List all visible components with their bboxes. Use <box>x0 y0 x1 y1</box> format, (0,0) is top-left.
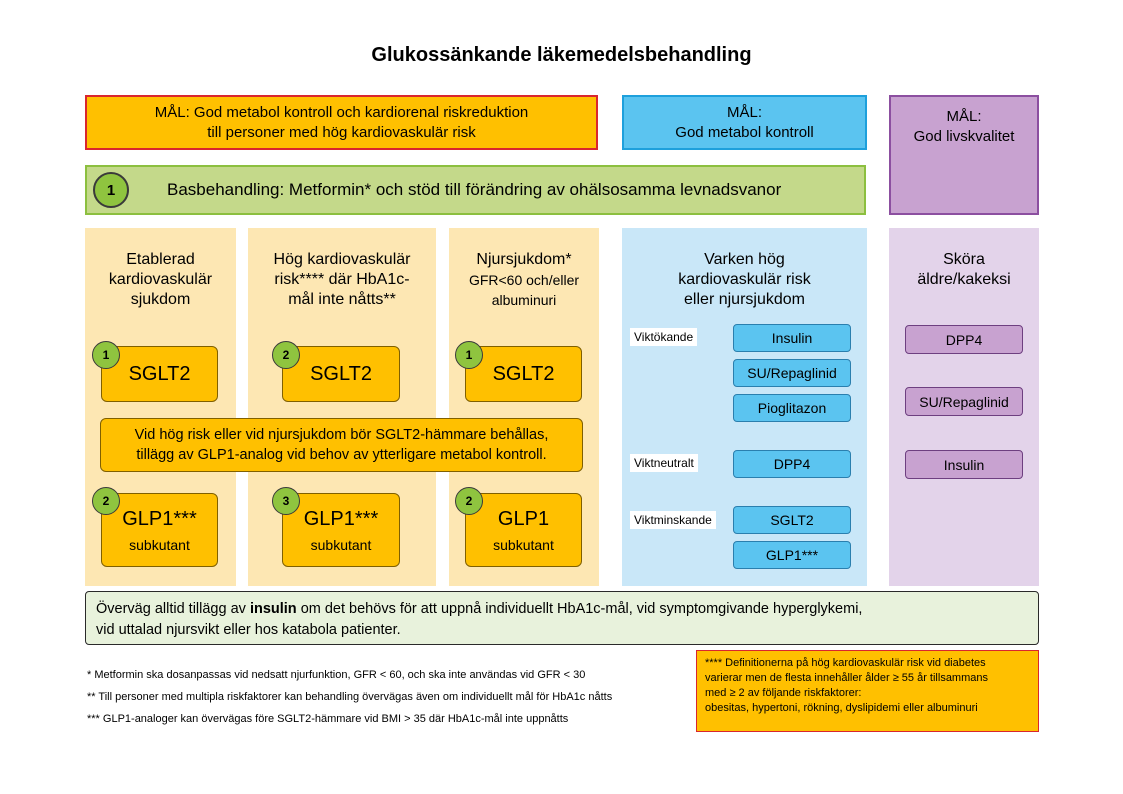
drug-label: GLP1*** <box>122 507 197 530</box>
heading-line: GFR<60 och/eller <box>468 272 580 288</box>
footnote: * Metformin ska dosanpassas vid nedsatt njurfunktion, GFR < 60, och ska inte användas vid GFR < 30 <box>87 669 586 681</box>
column-heading <box>889 250 1039 290</box>
note-text: Överväg alltid tillägg av <box>96 601 250 617</box>
note-emphasis: insulin <box>249 601 297 617</box>
footnote: ** Till personer med multipla riskfaktorer kan behandling övervägas även om individuellt mål för HbA1c nåtts <box>87 691 613 703</box>
weight-category-label: Viktneutralt <box>630 454 698 472</box>
goal-metabolic-line2: God metabol kontroll <box>675 123 814 141</box>
column-heading <box>622 250 867 310</box>
drug-box-glp1 <box>282 493 400 567</box>
insulin-note-line1 <box>96 599 1028 620</box>
goal-metabolic-line1: MÅL: <box>726 103 762 121</box>
goal-cardiorenal <box>85 95 598 150</box>
step-badge: 1 <box>93 172 129 208</box>
heading-line: kardiovaskulär <box>108 271 213 288</box>
goal-quality-line2: God livskvalitet <box>913 128 1015 145</box>
drug-label: GLP1 <box>497 507 550 530</box>
goal-metabolic <box>622 95 867 150</box>
note-line: tillägg av GLP1-analog vid behov av ytterligare metabol kontroll. <box>136 447 547 463</box>
column-heading <box>248 250 436 310</box>
column-heading <box>449 250 599 310</box>
goal-cardiorenal-line2: till personer med hög kardiovaskulär risk <box>207 123 476 141</box>
column-heading <box>85 250 236 310</box>
definition-line: med ≥ 2 av följande riskfaktorer: <box>705 687 862 699</box>
weight-category-label: Viktökande <box>630 328 697 346</box>
priority-badge: 2 <box>455 487 483 515</box>
priority-badge: 1 <box>92 341 120 369</box>
heading-line: Varken hög <box>704 251 785 268</box>
drug-insulin: Insulin <box>733 324 851 352</box>
drug-su-repaglinid: SU/Repaglinid <box>733 359 851 387</box>
note-text: om det behövs för att uppnå individuellt HbA1c-mål, vid symptomgivande hyperglykemi, <box>296 601 863 617</box>
heading-line: mål inte nåtts** <box>288 291 396 308</box>
insulin-note <box>85 591 1039 645</box>
heading-line: sjukdom <box>130 291 191 308</box>
heading-line: risk**** där HbA1c- <box>274 271 410 288</box>
drug-label: GLP1*** <box>303 507 379 530</box>
drug-dpp4: DPP4 <box>905 325 1023 354</box>
priority-badge: 2 <box>272 341 300 369</box>
priority-badge: 1 <box>455 341 483 369</box>
weight-category-label: Viktminskande <box>630 511 716 529</box>
drug-route: subkutant <box>129 536 190 553</box>
drug-route: subkutant <box>310 536 372 553</box>
goal-quality-of-life <box>889 95 1039 215</box>
page-title: Glukossänkande läkemedelsbehandling <box>371 44 752 66</box>
definition-line: varierar men de flesta innehåller ålder ≥ 55 år tillsammans <box>705 672 988 684</box>
drug-label: SGLT2 <box>492 362 555 385</box>
heading-line: albuminuri <box>491 292 557 308</box>
definition-line: **** Definitionerna på hög kardiovaskulär risk vid diabetes <box>705 657 986 669</box>
drug-sglt2: SGLT2 <box>733 506 851 534</box>
heading-line: äldre/kakeksi <box>917 271 1011 288</box>
heading-line: Etablerad <box>126 251 195 268</box>
drug-label: SGLT2 <box>310 362 372 385</box>
heading-line: Hög kardiovaskulär <box>273 251 411 268</box>
base-treatment-label: Basbehandling: Metformin* och stöd till förändring av ohälsosamma levnadsvanor <box>167 180 782 199</box>
base-treatment <box>85 165 866 215</box>
drug-route: subkutant <box>493 536 554 553</box>
drug-dpp4: DPP4 <box>733 450 851 478</box>
drug-label: SGLT2 <box>128 362 191 385</box>
drug-su-repaglinid: SU/Repaglinid <box>905 387 1023 416</box>
definition-line: obesitas, hypertoni, rökning, dyslipidemi eller albuminuri <box>705 702 978 714</box>
drug-insulin: Insulin <box>905 450 1023 479</box>
risk-definition-note <box>696 650 1039 732</box>
priority-badge: 3 <box>272 487 300 515</box>
goal-cardiorenal-line1: MÅL: God metabol kontroll och kardiorenal riskreduktion <box>154 103 529 121</box>
heading-line: eller njursjukdom <box>684 291 805 308</box>
priority-badge: 2 <box>92 487 120 515</box>
insulin-note-line2: vid uttalad njursvikt eller hos katabola patienter. <box>96 622 401 638</box>
footnote: *** GLP1-analoger kan övervägas före SGLT2-hämmare vid BMI > 35 där HbA1c-mål inte uppnåtts <box>87 713 569 725</box>
sglt2-retention-note <box>100 418 583 472</box>
drug-glp1: GLP1*** <box>733 541 851 569</box>
goal-quality-line1: MÅL: <box>946 108 982 125</box>
heading-line: kardiovaskulär risk <box>678 271 811 288</box>
drug-pioglitazon: Pioglitazon <box>733 394 851 422</box>
footnotes <box>87 664 687 730</box>
heading-line: Njursjukdom* <box>476 251 572 268</box>
heading-line: Sköra <box>943 251 985 268</box>
note-line: Vid hög risk eller vid njursjukdom bör SGLT2-hämmare behållas, <box>134 427 549 443</box>
